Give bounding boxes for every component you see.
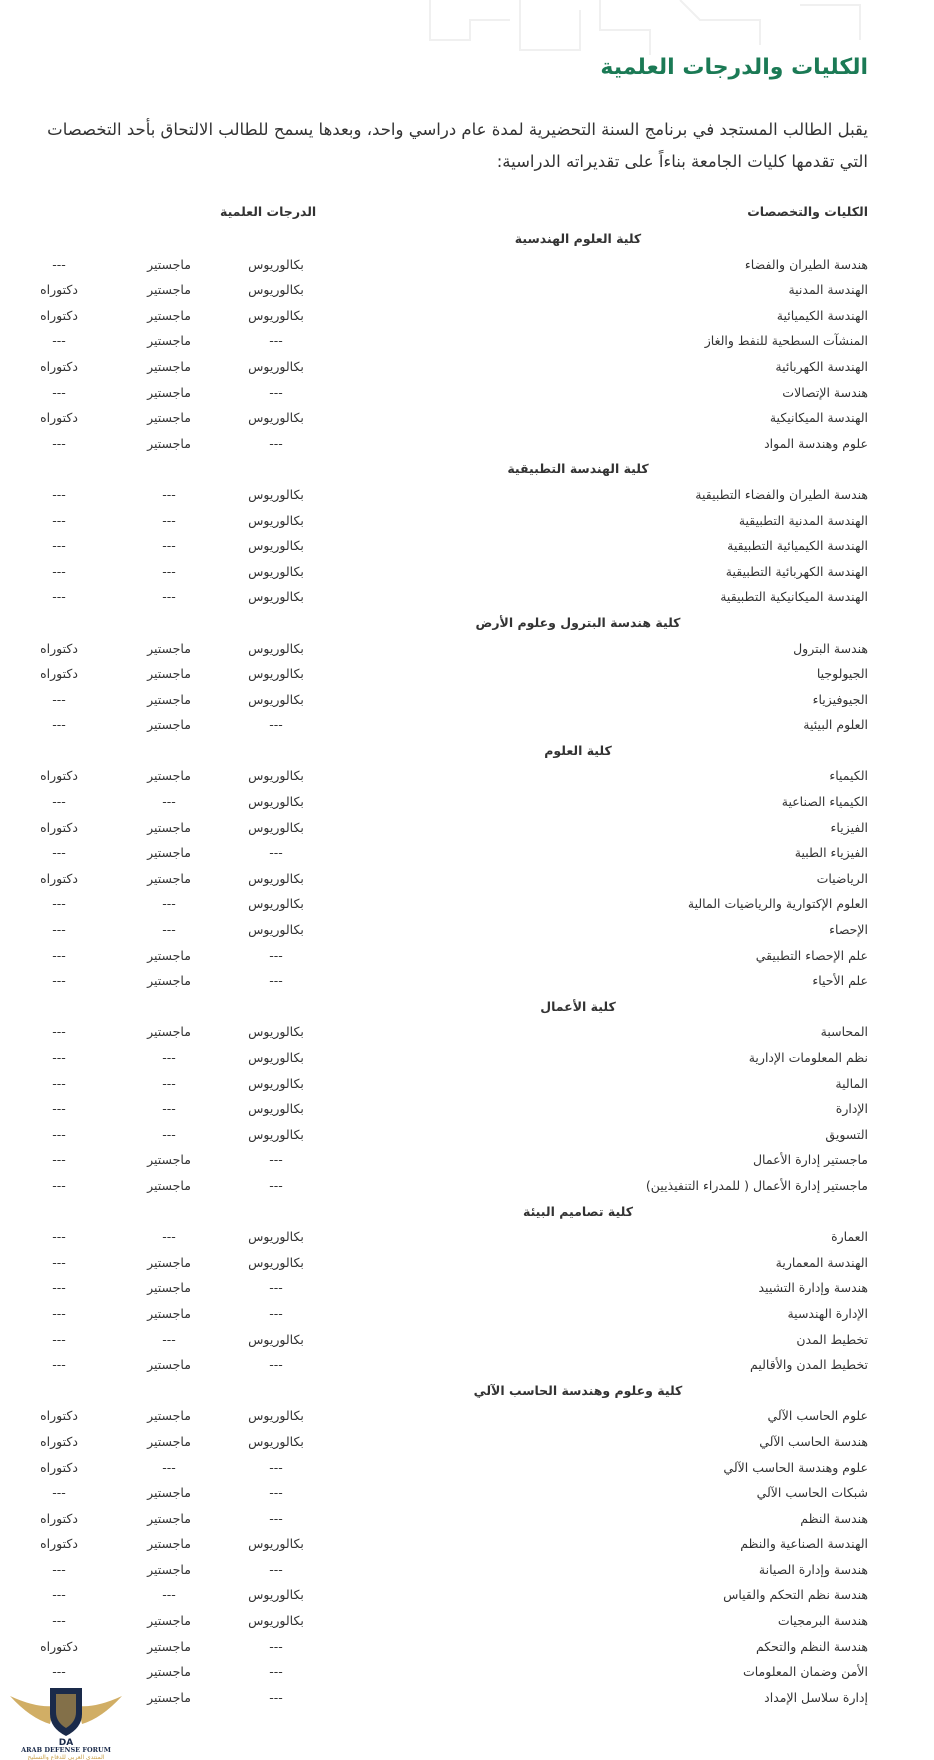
doctorate-cell: دكتوراه bbox=[40, 1408, 78, 1424]
program-name: علوم وهندسة الحاسب الآلي bbox=[723, 1459, 868, 1475]
doctorate-cell: --- bbox=[52, 717, 66, 733]
doctorate-cell: --- bbox=[52, 794, 66, 810]
program-name: هندسة البرمجيات bbox=[777, 1613, 868, 1629]
doctorate-cell: --- bbox=[52, 486, 66, 502]
table-row bbox=[28, 1147, 868, 1173]
bachelor-cell: بكالوريوس bbox=[248, 640, 304, 656]
master-cell: ماجستير bbox=[147, 717, 191, 733]
doctorate-cell: --- bbox=[52, 1305, 66, 1321]
master-cell: --- bbox=[162, 1587, 176, 1603]
doctorate-cell: --- bbox=[52, 1613, 66, 1629]
bachelor-cell: --- bbox=[269, 717, 283, 733]
bachelor-cell: --- bbox=[269, 1152, 283, 1168]
doctorate-cell: --- bbox=[52, 845, 66, 861]
header-decoration bbox=[0, 0, 934, 60]
master-cell: ماجستير bbox=[147, 1664, 191, 1680]
program-name: الجيوفيزياء bbox=[812, 691, 868, 707]
doctorate-cell: دكتوراه bbox=[40, 410, 78, 426]
college-heading bbox=[28, 738, 868, 764]
program-name: الهندسة الميكانيكية bbox=[769, 410, 868, 426]
bachelor-cell: بكالوريوس bbox=[248, 1408, 304, 1424]
program-name: ماجستير إدارة الأعمال ( للمدراء التنفيذيين) bbox=[645, 1177, 868, 1193]
college-heading bbox=[28, 226, 868, 252]
doctorate-cell: دكتوراه bbox=[40, 640, 78, 656]
bachelor-cell: بكالوريوس bbox=[248, 1229, 304, 1245]
program-name: المالية bbox=[835, 1075, 868, 1091]
doctorate-cell: --- bbox=[52, 922, 66, 938]
logo-text-en: ARAB DEFENSE FORUM bbox=[21, 1746, 111, 1754]
master-cell: ماجستير bbox=[147, 768, 191, 784]
college-name: كلية وعلوم وهندسة الحاسب الآلي bbox=[473, 1382, 683, 1398]
program-name: تخطيط المدن bbox=[796, 1331, 868, 1347]
program-name: هندسة الإتصالات bbox=[782, 384, 868, 400]
table-row bbox=[28, 687, 868, 713]
table-row bbox=[28, 1634, 868, 1660]
doctorate-cell: --- bbox=[52, 1664, 66, 1680]
bachelor-cell: --- bbox=[269, 845, 283, 861]
master-cell: ماجستير bbox=[147, 947, 191, 963]
table-row bbox=[28, 1403, 868, 1429]
college-name: كلية الأعمال bbox=[540, 998, 616, 1014]
table-row bbox=[28, 1071, 868, 1097]
program-name: علم الإحصاء التطبيقي bbox=[755, 947, 868, 963]
table-row bbox=[28, 1480, 868, 1506]
college-heading bbox=[28, 610, 868, 636]
master-cell: --- bbox=[162, 563, 176, 579]
doctorate-cell: --- bbox=[52, 1050, 66, 1065]
doctorate-cell: --- bbox=[52, 1561, 66, 1577]
table-row bbox=[28, 712, 868, 738]
bachelor-cell: --- bbox=[269, 384, 283, 400]
master-cell: ماجستير bbox=[147, 1177, 191, 1193]
doctorate-cell: --- bbox=[52, 333, 66, 349]
bachelor-cell: بكالوريوس bbox=[248, 256, 304, 272]
bachelor-cell: بكالوريوس bbox=[248, 870, 304, 886]
bachelor-cell: بكالوريوس bbox=[248, 1254, 304, 1270]
doctorate-cell: دكتوراه bbox=[40, 870, 78, 886]
master-cell: --- bbox=[162, 1075, 176, 1091]
table-row bbox=[28, 1557, 868, 1583]
program-name: شبكات الحاسب الآلي bbox=[756, 1485, 868, 1501]
doctorate-cell: --- bbox=[52, 1280, 66, 1296]
master-cell: ماجستير bbox=[147, 410, 191, 426]
program-name: الهندسة الكهربائية التطبيقية bbox=[725, 563, 868, 579]
program-name: الكيمياء الصناعية bbox=[781, 794, 868, 810]
doctorate-cell: دكتوراه bbox=[40, 1638, 78, 1654]
table-row bbox=[28, 559, 868, 585]
table-row bbox=[28, 1506, 868, 1532]
table-row bbox=[28, 1455, 868, 1481]
doctorate-cell: دكتوراه bbox=[40, 307, 78, 323]
doctorate-cell: دكتوراه bbox=[40, 1536, 78, 1552]
table-row bbox=[28, 1327, 868, 1353]
bachelor-cell: بكالوريوس bbox=[248, 1613, 304, 1629]
bachelor-cell: بكالوريوس bbox=[248, 282, 304, 298]
bachelor-cell: --- bbox=[269, 1177, 283, 1193]
master-cell: ماجستير bbox=[147, 1433, 191, 1449]
table-row bbox=[28, 636, 868, 662]
bachelor-cell: بكالوريوس bbox=[248, 1101, 304, 1117]
doctorate-cell: --- bbox=[52, 896, 66, 912]
program-name: هندسة الحاسب الآلي bbox=[759, 1433, 868, 1449]
table-row bbox=[28, 917, 868, 943]
college-name: كلية العلوم bbox=[544, 742, 612, 758]
doctorate-cell: --- bbox=[52, 691, 66, 707]
bachelor-cell: بكالوريوس bbox=[248, 1050, 304, 1065]
master-cell: ماجستير bbox=[147, 1485, 191, 1501]
program-name: الهندسة الميكانيكية التطبيقية bbox=[720, 589, 868, 605]
program-name: الهندسة الكيميائية bbox=[776, 307, 868, 323]
intro-paragraph: يقبل الطالب المستجد في برنامج السنة التحضيرية لمدة عام دراسي واحد، وبعدها يسمح للطالب الالتحاق بأحد التخصصات التي تقدمها كليات الجامعة بناءاً على تقديراته الدراسية: bbox=[47, 120, 868, 171]
table-row bbox=[28, 405, 868, 431]
bachelor-cell: --- bbox=[269, 1305, 283, 1321]
college-name: كلية الهندسة التطبيقية bbox=[507, 461, 649, 477]
bachelor-cell: --- bbox=[269, 973, 283, 989]
doctorate-cell: --- bbox=[52, 1357, 66, 1373]
master-cell: ماجستير bbox=[147, 1510, 191, 1526]
header-programs: الكليات والتخصصات bbox=[747, 204, 868, 219]
table-row bbox=[28, 1301, 868, 1327]
master-cell: ماجستير bbox=[147, 1408, 191, 1424]
bachelor-cell: --- bbox=[269, 333, 283, 349]
program-name: الإدارة الهندسية bbox=[787, 1305, 868, 1321]
program-name: الإدارة bbox=[835, 1101, 868, 1117]
master-cell: ماجستير bbox=[147, 819, 191, 835]
master-cell: --- bbox=[162, 512, 176, 528]
table-row bbox=[28, 840, 868, 866]
doctorate-cell: دكتوراه bbox=[40, 358, 78, 374]
bachelor-cell: --- bbox=[269, 1510, 283, 1526]
bachelor-cell: بكالوريوس bbox=[248, 410, 304, 426]
page-title: الكليات والدرجات العلمية bbox=[600, 55, 868, 80]
table-row bbox=[28, 866, 868, 892]
master-cell: --- bbox=[162, 538, 176, 554]
table-row bbox=[28, 1429, 868, 1455]
program-name: هندسة البترول bbox=[793, 640, 868, 656]
master-cell: --- bbox=[162, 896, 176, 912]
table-row bbox=[28, 1224, 868, 1250]
program-name: هندسة النظم bbox=[800, 1510, 868, 1526]
table-row bbox=[28, 1173, 868, 1199]
bachelor-cell: بكالوريوس bbox=[248, 922, 304, 938]
doctorate-cell: --- bbox=[52, 1587, 66, 1603]
program-name: التسويق bbox=[825, 1126, 868, 1142]
table-row bbox=[28, 943, 868, 969]
master-cell: ماجستير bbox=[147, 640, 191, 656]
table-row bbox=[28, 661, 868, 687]
program-name: علم الأحياء bbox=[812, 973, 868, 989]
master-cell: ماجستير bbox=[147, 1613, 191, 1629]
doctorate-cell: --- bbox=[52, 384, 66, 400]
main-content bbox=[28, 52, 868, 1710]
bachelor-cell: --- bbox=[269, 947, 283, 963]
bachelor-cell: بكالوريوس bbox=[248, 1587, 304, 1603]
master-cell: --- bbox=[162, 1126, 176, 1142]
table-row bbox=[28, 277, 868, 303]
doctorate-cell: دكتوراه bbox=[40, 666, 78, 682]
program-name: علوم الحاسب الآلي bbox=[767, 1408, 868, 1424]
program-name: الجيولوجيا bbox=[816, 666, 868, 682]
table-row bbox=[28, 1019, 868, 1045]
master-cell: ماجستير bbox=[147, 307, 191, 323]
program-name: هندسة الطيران والفضاء bbox=[744, 256, 868, 272]
bachelor-cell: بكالوريوس bbox=[248, 794, 304, 810]
master-cell: --- bbox=[162, 1050, 176, 1065]
program-name: الكيمياء bbox=[829, 768, 868, 784]
master-cell: --- bbox=[162, 922, 176, 938]
table-row bbox=[28, 1531, 868, 1557]
doctorate-cell: --- bbox=[52, 1126, 66, 1142]
table-row bbox=[28, 508, 868, 534]
table-row bbox=[28, 1685, 868, 1711]
doctorate-cell: --- bbox=[52, 512, 66, 528]
master-cell: ماجستير bbox=[147, 845, 191, 861]
program-name: الهندسة المدنية التطبيقية bbox=[738, 512, 868, 528]
doctorate-cell: --- bbox=[52, 589, 66, 605]
master-cell: ماجستير bbox=[147, 282, 191, 298]
college-heading bbox=[28, 994, 868, 1020]
master-cell: --- bbox=[162, 486, 176, 502]
program-name: الهندسة الكهربائية bbox=[775, 358, 868, 374]
doctorate-cell: --- bbox=[52, 435, 66, 451]
bachelor-cell: بكالوريوس bbox=[248, 512, 304, 528]
college-heading bbox=[28, 456, 868, 482]
master-cell: ماجستير bbox=[147, 1254, 191, 1270]
program-name: علوم وهندسة المواد bbox=[764, 435, 868, 451]
doctorate-cell: دكتوراه bbox=[40, 819, 78, 835]
table-row bbox=[28, 1352, 868, 1378]
doctorate-cell: --- bbox=[52, 1331, 66, 1347]
bachelor-cell: بكالوريوس bbox=[248, 563, 304, 579]
master-cell: ماجستير bbox=[147, 333, 191, 349]
table-row bbox=[28, 1045, 868, 1071]
program-name: الفيزياء الطبية bbox=[794, 845, 868, 861]
doctorate-cell: دكتوراه bbox=[40, 1459, 78, 1475]
arab-defense-forum-logo bbox=[6, 1666, 126, 1760]
program-name: الرياضيات bbox=[816, 870, 868, 886]
bachelor-cell: بكالوريوس bbox=[248, 1536, 304, 1552]
bachelor-cell: بكالوريوس bbox=[248, 768, 304, 784]
table-row bbox=[28, 354, 868, 380]
program-name: الهندسة المعمارية bbox=[775, 1254, 868, 1270]
table-row bbox=[28, 1250, 868, 1276]
bachelor-cell: --- bbox=[269, 1664, 283, 1680]
bachelor-cell: --- bbox=[269, 1485, 283, 1501]
program-name: الفيزياء bbox=[830, 819, 868, 835]
table-row bbox=[28, 891, 868, 917]
doctorate-cell: --- bbox=[52, 947, 66, 963]
program-name: المحاسبة bbox=[820, 1024, 868, 1040]
bachelor-cell: --- bbox=[269, 1689, 283, 1705]
master-cell: ماجستير bbox=[147, 435, 191, 451]
doctorate-cell: --- bbox=[52, 1075, 66, 1091]
bachelor-cell: بكالوريوس bbox=[248, 307, 304, 323]
master-cell: ماجستير bbox=[147, 256, 191, 272]
program-name: الهندسة الكيميائية التطبيقية bbox=[727, 538, 868, 554]
bachelor-cell: --- bbox=[269, 1357, 283, 1373]
degrees-table bbox=[28, 226, 868, 1710]
program-name: الهندسة الصناعية والنظم bbox=[740, 1536, 868, 1552]
doctorate-cell: --- bbox=[52, 1229, 66, 1245]
table-row bbox=[28, 303, 868, 329]
doctorate-cell: --- bbox=[52, 1152, 66, 1168]
master-cell: ماجستير bbox=[147, 1638, 191, 1654]
program-name: العلوم الإكتوارية والرياضيات المالية bbox=[687, 896, 868, 912]
doctorate-cell: دكتوراه bbox=[40, 768, 78, 784]
program-name: العلوم البيئية bbox=[803, 717, 868, 733]
doctorate-cell: --- bbox=[52, 973, 66, 989]
table-row bbox=[28, 1582, 868, 1608]
table-row bbox=[28, 789, 868, 815]
doctorate-cell: --- bbox=[52, 1024, 66, 1040]
program-name: نظم المعلومات الإدارية bbox=[748, 1050, 868, 1065]
bachelor-cell: --- bbox=[269, 1280, 283, 1296]
table-row bbox=[28, 1275, 868, 1301]
bachelor-cell: --- bbox=[269, 1561, 283, 1577]
bachelor-cell: بكالوريوس bbox=[248, 1075, 304, 1091]
table-row bbox=[28, 252, 868, 278]
master-cell: --- bbox=[162, 1459, 176, 1475]
doctorate-cell: --- bbox=[52, 1101, 66, 1117]
college-name: كلية هندسة البترول وعلوم الأرض bbox=[475, 614, 681, 630]
doctorate-cell: دكتوراه bbox=[40, 1510, 78, 1526]
master-cell: ماجستير bbox=[147, 1305, 191, 1321]
program-name: هندسة وإدارة الصيانة bbox=[758, 1561, 868, 1577]
program-name: الإحصاء bbox=[829, 922, 868, 938]
bachelor-cell: بكالوريوس bbox=[248, 819, 304, 835]
master-cell: ماجستير bbox=[147, 870, 191, 886]
doctorate-cell: --- bbox=[52, 1254, 66, 1270]
table-row bbox=[28, 482, 868, 508]
master-cell: ماجستير bbox=[147, 973, 191, 989]
master-cell: --- bbox=[162, 794, 176, 810]
college-heading bbox=[28, 1199, 868, 1225]
master-cell: ماجستير bbox=[147, 358, 191, 374]
table-row bbox=[28, 815, 868, 841]
master-cell: ماجستير bbox=[147, 384, 191, 400]
bachelor-cell: بكالوريوس bbox=[248, 1126, 304, 1142]
logo-text-ar: المنتدى العربي للدفاع والتسليح bbox=[27, 1754, 105, 1760]
bachelor-cell: بكالوريوس bbox=[248, 486, 304, 502]
master-cell: ماجستير bbox=[147, 1357, 191, 1373]
bachelor-cell: بكالوريوس bbox=[248, 896, 304, 912]
bachelor-cell: بكالوريوس bbox=[248, 589, 304, 605]
bachelor-cell: --- bbox=[269, 1459, 283, 1475]
master-cell: --- bbox=[162, 589, 176, 605]
master-cell: ماجستير bbox=[147, 1561, 191, 1577]
program-name: هندسة وإدارة التشييد bbox=[758, 1280, 868, 1296]
program-name: الهندسة المدنية bbox=[788, 282, 868, 298]
program-name: هندسة الطيران والفضاء التطبيقية bbox=[695, 486, 868, 502]
program-name: تخطيط المدن والأقاليم bbox=[750, 1357, 868, 1373]
logo-mark: DA bbox=[58, 1738, 74, 1748]
doctorate-cell: --- bbox=[52, 538, 66, 554]
master-cell: ماجستير bbox=[147, 1152, 191, 1168]
table-row bbox=[28, 328, 868, 354]
program-name: هندسة النظم والتحكم bbox=[755, 1638, 868, 1654]
table-row bbox=[28, 1096, 868, 1122]
table-header bbox=[28, 200, 868, 226]
program-name: ماجستير إدارة الأعمال bbox=[752, 1152, 868, 1168]
bachelor-cell: بكالوريوس bbox=[248, 691, 304, 707]
table-row bbox=[28, 763, 868, 789]
table-row bbox=[28, 584, 868, 610]
table-row bbox=[28, 1608, 868, 1634]
doctorate-cell: --- bbox=[52, 256, 66, 272]
master-cell: ماجستير bbox=[147, 1536, 191, 1552]
header-degrees: الدرجات العلمية bbox=[220, 204, 317, 219]
college-name: كلية تصاميم البيئة bbox=[523, 1203, 633, 1219]
master-cell: ماجستير bbox=[147, 1024, 191, 1040]
master-cell: ماجستير bbox=[147, 1689, 191, 1705]
bachelor-cell: --- bbox=[269, 1638, 283, 1654]
program-name: الأمن وضمان المعلومات bbox=[742, 1664, 868, 1680]
doctorate-cell: --- bbox=[52, 563, 66, 579]
table-row bbox=[28, 1659, 868, 1685]
program-name: العمارة bbox=[831, 1229, 868, 1245]
program-name: هندسة نظم التحكم والقياس bbox=[723, 1587, 868, 1603]
bachelor-cell: بكالوريوس bbox=[248, 1433, 304, 1449]
doctorate-cell: --- bbox=[52, 1485, 66, 1501]
master-cell: --- bbox=[162, 1331, 176, 1347]
table-row bbox=[28, 968, 868, 994]
master-cell: --- bbox=[162, 1101, 176, 1117]
bachelor-cell: بكالوريوس bbox=[248, 358, 304, 374]
college-heading bbox=[28, 1378, 868, 1404]
master-cell: ماجستير bbox=[147, 1280, 191, 1296]
table-row bbox=[28, 431, 868, 457]
program-name: المنشآت السطحية للنفط والغاز bbox=[704, 333, 868, 349]
program-name: إدارة سلاسل الإمداد bbox=[764, 1689, 868, 1705]
table-row bbox=[28, 1122, 868, 1148]
master-cell: --- bbox=[162, 1229, 176, 1245]
college-name: كلية العلوم الهندسية bbox=[514, 231, 642, 246]
table-row bbox=[28, 380, 868, 406]
doctorate-cell: دكتوراه bbox=[40, 282, 78, 298]
bachelor-cell: بكالوريوس bbox=[248, 1024, 304, 1040]
bachelor-cell: بكالوريوس bbox=[248, 666, 304, 682]
doctorate-cell: دكتوراه bbox=[40, 1433, 78, 1449]
table-row bbox=[28, 533, 868, 559]
master-cell: ماجستير bbox=[147, 666, 191, 682]
master-cell: ماجستير bbox=[147, 691, 191, 707]
bachelor-cell: بكالوريوس bbox=[248, 538, 304, 554]
bachelor-cell: بكالوريوس bbox=[248, 1331, 304, 1347]
doctorate-cell: --- bbox=[52, 1177, 66, 1193]
bachelor-cell: --- bbox=[269, 435, 283, 451]
